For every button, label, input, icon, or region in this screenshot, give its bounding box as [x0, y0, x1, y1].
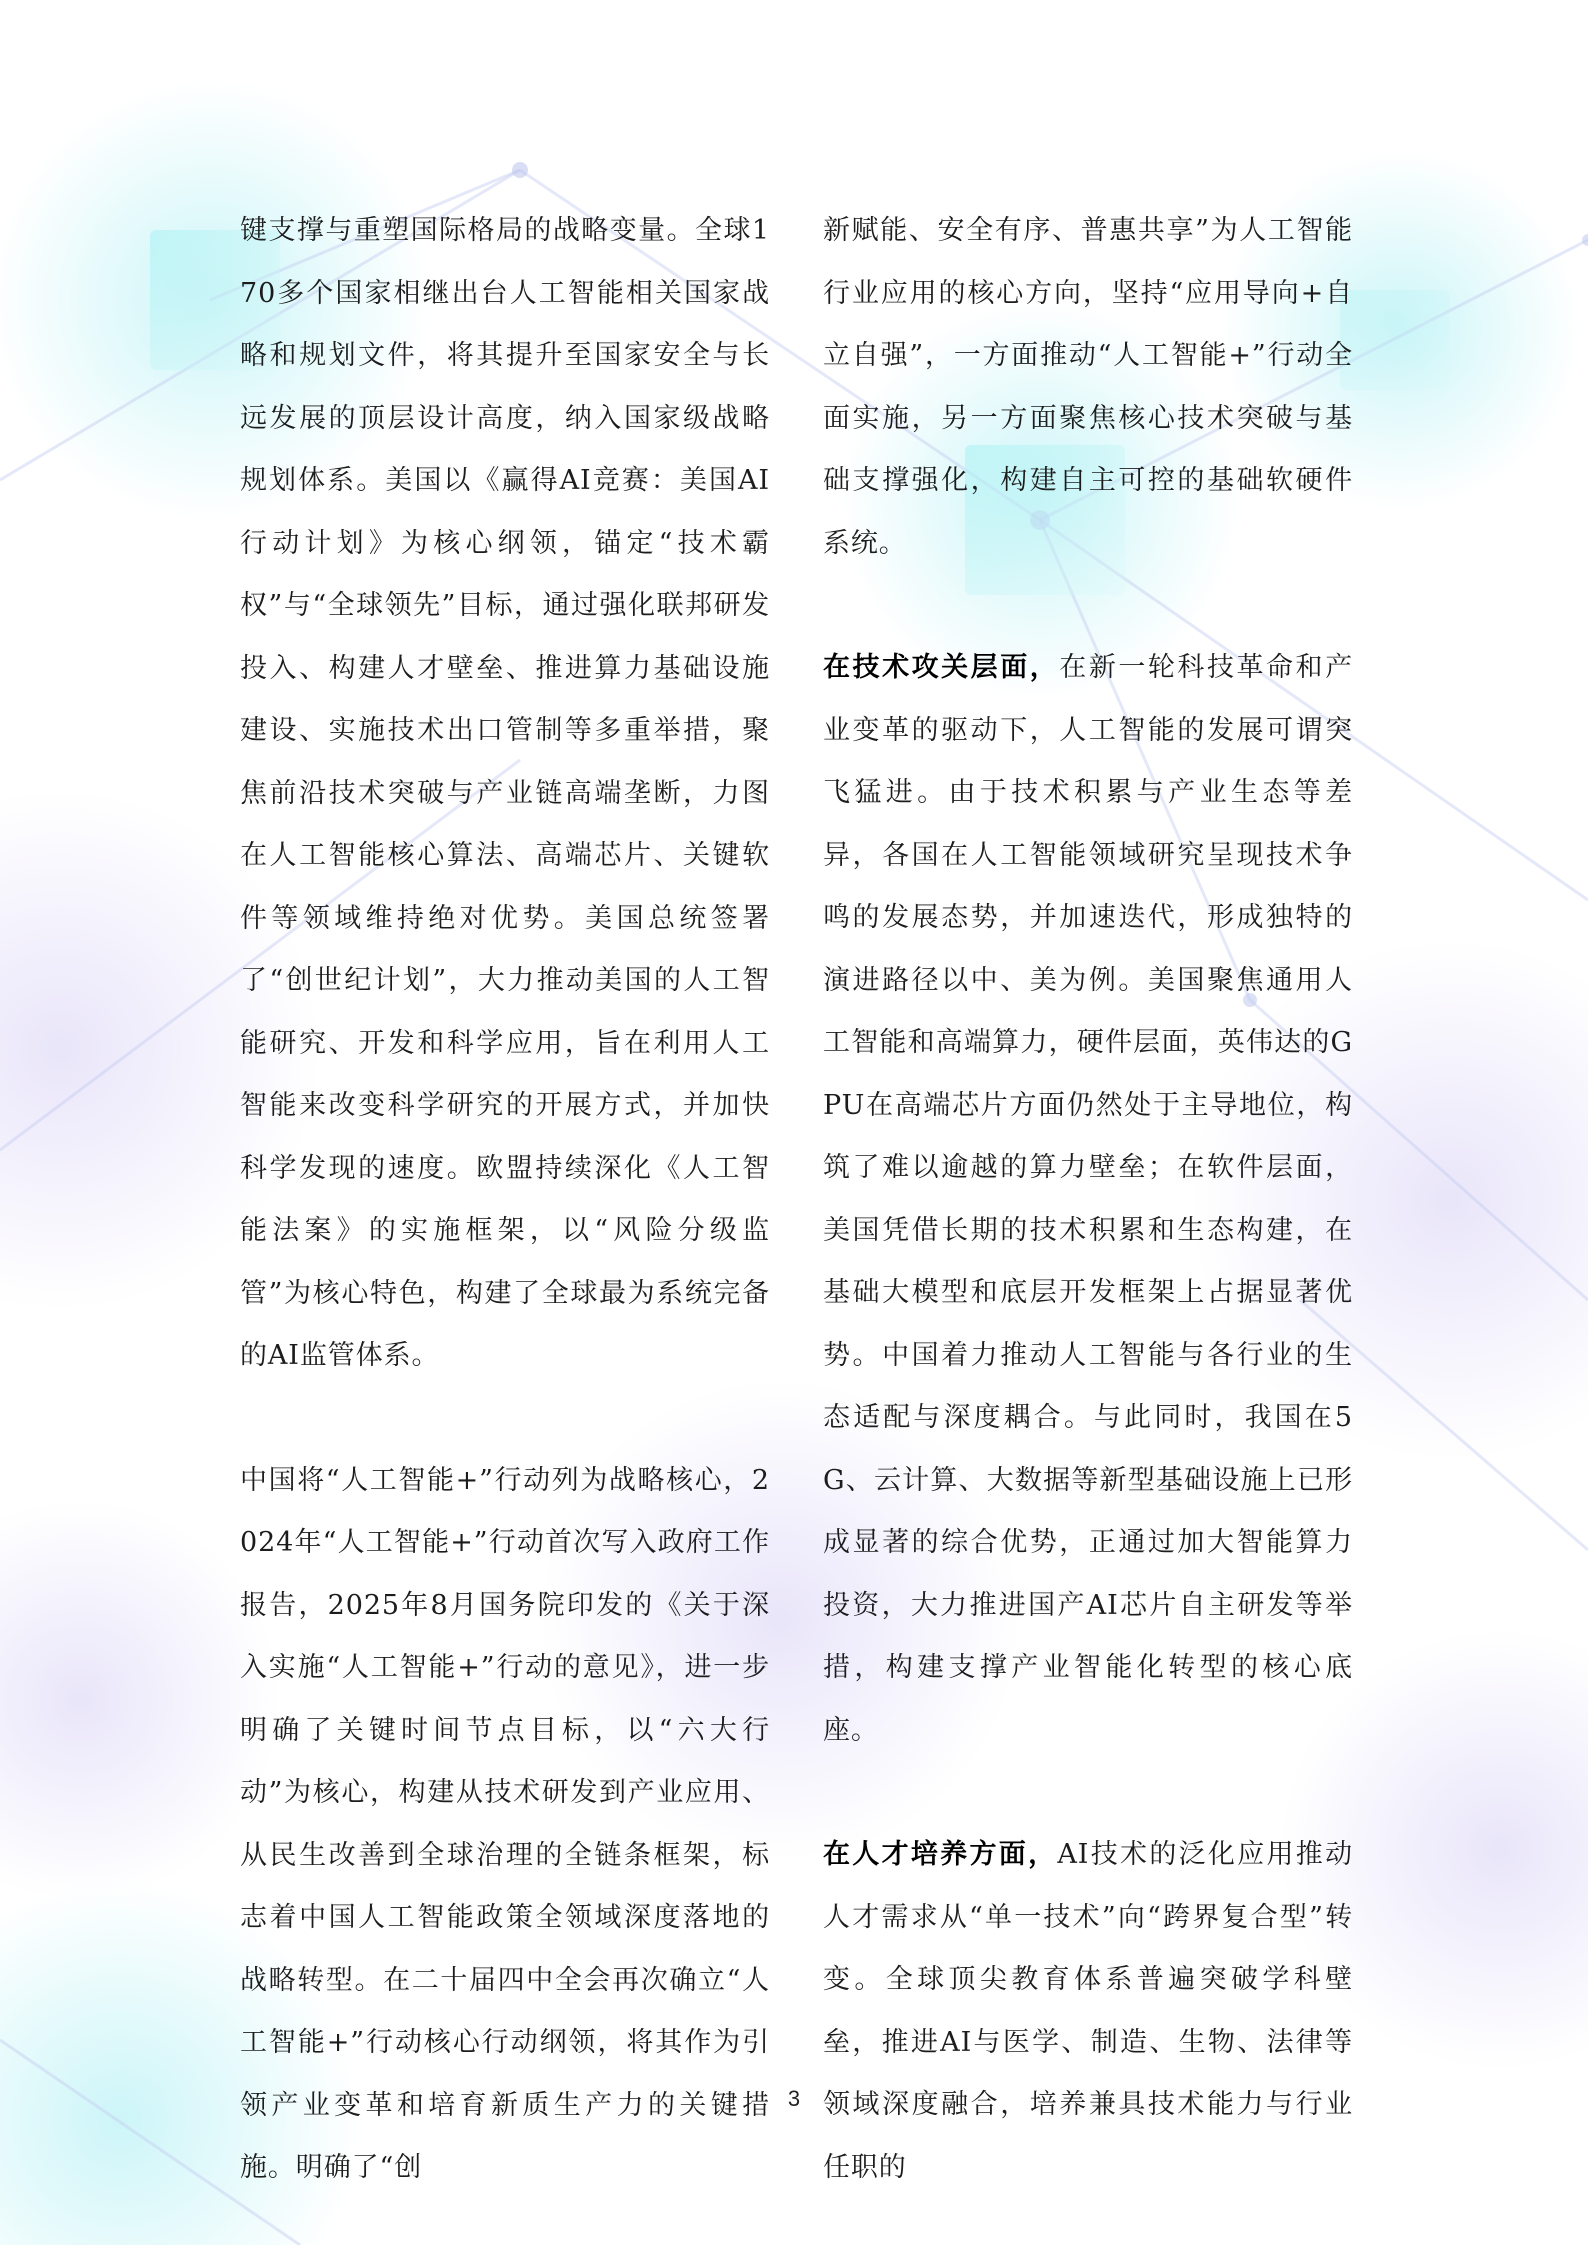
body-paragraph [240, 200, 770, 1388]
paragraph-gap [240, 1388, 770, 1450]
body-paragraph-tech [823, 637, 1353, 1762]
paragraph-text: 中国将“人工智能+”行动列为战略核心，2024年“人工智能+”行动首次写入政府工作报告，2025年8月国务院印发的《关于深入实施“人工智能+”行动的意见》，进一步明确了关键时间节点目标，以“六大行动”为核心，构建从技术研发到产业应用、从民生改善到全球治理的全链条框架，标志着中国人工智能政策全领域深度落地的战略转型。在二十届四中全会再次确立“人工智能+”行动核心行动纲领，将其作为引领产业变革和培育新质生产力的关键措施。明确了“创 [240, 1464, 770, 2183]
body-paragraph [823, 200, 1353, 575]
paragraph-text: 新赋能、安全有序、普惠共享”为人工智能行业应用的核心方向，坚持“应用导向+自立自强”，一方面推动“人工智能+”行动全面实施，另一方面聚焦核心技术突破与基础支撑强化，构建自主可控的基础软硬件系统。 [823, 215, 1353, 559]
paragraph-gap [823, 575, 1353, 637]
paragraph-text: 键支撑与重塑国际格局的战略变量。全球170多个国家相继出台人工智能相关国家战略和规划文件，将其提升至国家安全与长远发展的顶层设计高度，纳入国家级战略规划体系。美国以《赢得AI竞赛：美国AI行动计划》为核心纲领，锚定“技术霸权”与“全球领先”目标，通过强化联邦研发投入、构建人才壁垒、推进算力基础设施建设、实施技术出口管制等多重举措，聚焦前沿技术突破与产业链高端垄断，力图在人工智能核心算法、高端芯片、关键软件等领域维持绝对优势。美国总统签署了“创世纪计划”，大力推动美国的人工智能研究、开发和科学应用，旨在利用人工智能来改变科学研究的开展方式，并加快科学发现的速度。欧盟持续深化《人工智能法案》的实施框架，以“风险分级监管”为核心特色，构建了全球最为系统完备的AI监管体系。 [240, 215, 770, 1371]
paragraph-text: AI技术的泛化应用推动人才需求从“单一技术”向“跨界复合型”转变。全球顶尖教育体系普遍突破学科壁垒，推进AI与医学、制造、生物、法律等领域深度融合，培养兼具技术能力与行业任职的 [823, 1839, 1353, 2183]
body-paragraph-talent [823, 1824, 1353, 2199]
paragraph-text: 在新一轮科技革命和产业变革的驱动下，人工智能的发展可谓突飞猛进。由于技术积累与产业生态等差异，各国在人工智能领域研究呈现技术争鸣的发展态势，并加速迭代，形成独特的演进路径以中、美为例。美国聚焦通用人工智能和高端算力，硬件层面，英伟达的GPU在高端芯片方面仍然处于主导地位，构筑了难以逾越的算力壁垒；在软件层面，美国凭借长期的技术积累和生态构建，在基础大模型和底层开发框架上占据显著优势。中国着力推动人工智能与各行业的生态适配与深度耦合。与此同时，我国在5G、云计算、大数据等新型基础设施上已形成显著的综合优势，正通过加大智能算力投资，大力推进国产AI芯片自主研发等举措，构建支撑产业智能化转型的核心底座。 [823, 652, 1353, 1746]
paragraph-lead-heading: 在人才培养方面， [823, 1839, 1058, 1870]
left-column [240, 200, 770, 2200]
paragraph-gap [823, 1762, 1353, 1824]
paragraph-lead-heading: 在技术攻关层面， [823, 652, 1060, 683]
page-number: 3 [787, 2086, 801, 2111]
right-column [823, 200, 1353, 2199]
